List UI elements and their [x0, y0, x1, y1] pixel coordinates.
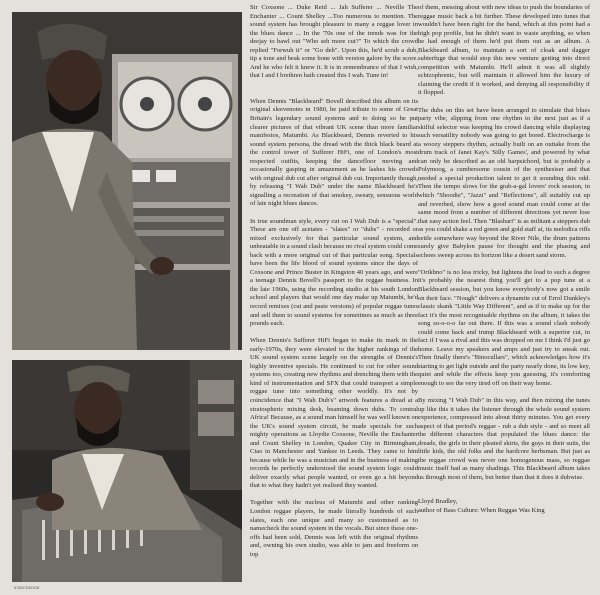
photo-soundman-tape-machine	[12, 12, 242, 350]
paragraph-sufferer-hifi: When Dennis's Sufferer HiFi began to make its mark in the early-1970s, they were elevated to the higher rankings of the UK sound system scene largely on the strengths of Dennis's highly inventive specials. He continued to cut for other sound systems too, creating new rhythms and drenching them with the kind of instrumentation and SFX that could transport a simple reggae tune into something other worldly. It's not by coincidence that "I Wah Dub's" artwork features a dread at a stratospheric mixing desk, beaming down dubs. To central Africa! Because, as a sound man himself he was well known on the UK's sound system circuit, he made specials for such mighty operations as Lloydie Coxsone, Neville the Enchanter and Count Shelley in London, Quaker City in Birmingham, Ciao in Manchester and Yankee in Leeds. They came to him because while he was a musician and in the business of making records he perfectly understood the sound system logic could deliver exactly what people wanted, or even go a bit beyond that to what they hadn't yet realised they wanted.	[250, 337, 418, 490]
author-name: Lloyd Bradley,	[418, 498, 458, 506]
paragraph-intro-quote: Sir Coxsone ... Duke Reid ... Jah Sufferer ... Neville The Enchanter ... Count Shelley ...Too numerous to mention. The sound system has brought pleasure to many a reggae lover in the blues dance ... In the '70s one of the trends was for the deejay to bawl out "Who seh more cut?" To which the crowd replied "Forwuh it" or "Go deh". Upon this, he'd scrub a dub, tip a tone and beak some bone with version galore by the score. And he who felt it knew it. It is in remembrance of that I wish, that I and I brethren hath created this I wah. Tune in!	[250, 4, 418, 80]
photo-tape-machine-image	[12, 12, 242, 350]
paragraph-new-ideas: of them, messing about with new ideas to push the boundaries of reggae music back a bit further. These developed into tunes that wouldn't have been right for the band, which at this point had a high pop profile, but he didn't want to waste anything, so when he had enough of them he'd put them out as an album. A Blackbeard album, to maintain a sort of cloak and dagger subterfuge that would stop this new venture getting into direct competition with Matumbi. He'll admit it was all slightly schizophrenic, but will maintain it allowed him the luxury of claiming the credit if it worked, and denying all responsibility if it flopped.	[418, 4, 590, 97]
column-middle	[250, 4, 418, 559]
catalog-number: 5760CD5OO8	[14, 585, 40, 590]
column-right	[418, 4, 590, 516]
paragraph-matumbi-slates: Together with the nucleus of Matumbi and other ranking London reggae players, he made literally hundreds of such slates, each one unique and many so customised as to namecheck the sound system in the vocals. But since these one-offs had been sold, Dennis was left with the original rhythms and, owning his own studio, was able to jam and freeform on top	[250, 499, 418, 558]
paragraph-orikbno: "Orikbno" is no less tricky, but lightens the load to such a degree it's probably the nearest thing you'll get to a pop tune at a Blackbeard session, but you know everybody's now got a smile on their face. "Nough" delivers a dynamite cut of Errol Dunkley's classic skank "Little Way Different", and as if to make up for the fact it's the most recognisable rhythms on the album, it takes the song so-o-o-o far out there. If this was a sound clash nobody could come back and trump Blackbeard with a superior cut, in fact if I was a rival and this was dropped on me I think I'd just go home. Leave my speakers and amps and just try to sneak out. Then finally there's "Binocullars", which acknowledges how it's starting to get light outside and the party nearly done, its low key, quiet and while the effects keep you guessing, it's comforting enough to see the very tired off on their way home.	[418, 268, 590, 387]
paragraph-dubs-arranged: The dubs on this set have been arranged to simulate that blues party vibe, slipping from one rhythm to the next just as if a skilful selector was keeping his crowd dancing while displaying such versatility nobody was going to get bored. Electrocharge is a woozy steppers rhythm, actually built on an outtake from the drum track of Janet Kay's 'Silly Games', and powered by what can only be described as an old harpsichord, but is probably a Polymoog, a cumbersome cousin of the synthesiser and that needed a special production talent to get it sounding this odd. Then the tempo slows for the grab-a-gal lovers' rock session, in which "Shoodie", "Jazzi" and "Reflections", all suitably cut up and reverbed, show how a good sound man could come at the same mood from a number of different directions yet never lose that easy action feel. Then "Blasbari" is as militant a steppers dub as you could shake a red green and gold staff at, its melodica riffs settle somewhere way beyond the River Nile, the drum patterns surely give Babylon pause for thought and the phasing and echoes sweep across its horizon like a desert sand storm.	[418, 106, 590, 259]
photo-mixing-desk-image	[12, 360, 242, 582]
paragraph-specials: In true soundman style, every cut on I Wah Dub is a "special". These are one off acetates - "slates" or "dubs" - recorded or mixed exclusively for that particular sound system, and unbeatable in a sound clash because no rival system could come back with a more original cut of that particular song. Specials have been the life blood of sound systems since the days of Coxsone and Prince Buster in Kingston 40 years ago, and were a teenage Dennis Bovell's passport to the reggae business. In the late 1960s, using the recording studio at his south London school and players that would one day make up Matumbi, he'd record remixes (cut and paste versions) of popular reggae tunes and sell them to sound systems for sometimes as much as three pounds each.	[250, 217, 418, 328]
signature-block	[418, 498, 590, 516]
photo-soundman-mixing-desk	[12, 360, 242, 582]
author-credit: author of Bass Culture: When Reggae Was King	[418, 507, 545, 515]
paragraph-blackbeard-intro: When Dennis "Blackbeard" Bovell described this album on its original sleevenotes in 1980, he paid tribute to some of Great Britain's legendary sound systems and to doing so he put clearer pictures of that vibrant UK scene than more familiar manifestos, Matumbi. As Blackbeard, Dennis reverted to his sound system persona, the dread with the thick black beard at the control tower of Sufferer HiFi, one of London's most respected outfits, keeping the dancefloor moving and occasionally gasping in amazement as he lashes his crowds with original dub cut after original dub cut. Importantly though, by releasing "I Wah Dub" under the name Blackbeard he's signalling a recreation of that smokey, sweaty, sensuous world of late night blues dances.	[250, 97, 418, 208]
paragraph-mixing-conclusion: By mixing "I Wah Dub" in this way, and then mixing the tunes up like this it takes the listener through the whole sound system experience, compressed into about thirty minutes. You get every aspect of that period's reggae - rub a dub style - and so meet all the different characters that populated the blues dance: the dreads, the girls in their pleated skirts, the guys in their suits, the little kids, the old folks and the hardcore herbsman. But just as the reggae crowd was never one homogenous mass, so reggae music itself had as many shadings. This Blackbeard album takes us through most of them, but better than that it does it dubwise.	[418, 397, 590, 481]
